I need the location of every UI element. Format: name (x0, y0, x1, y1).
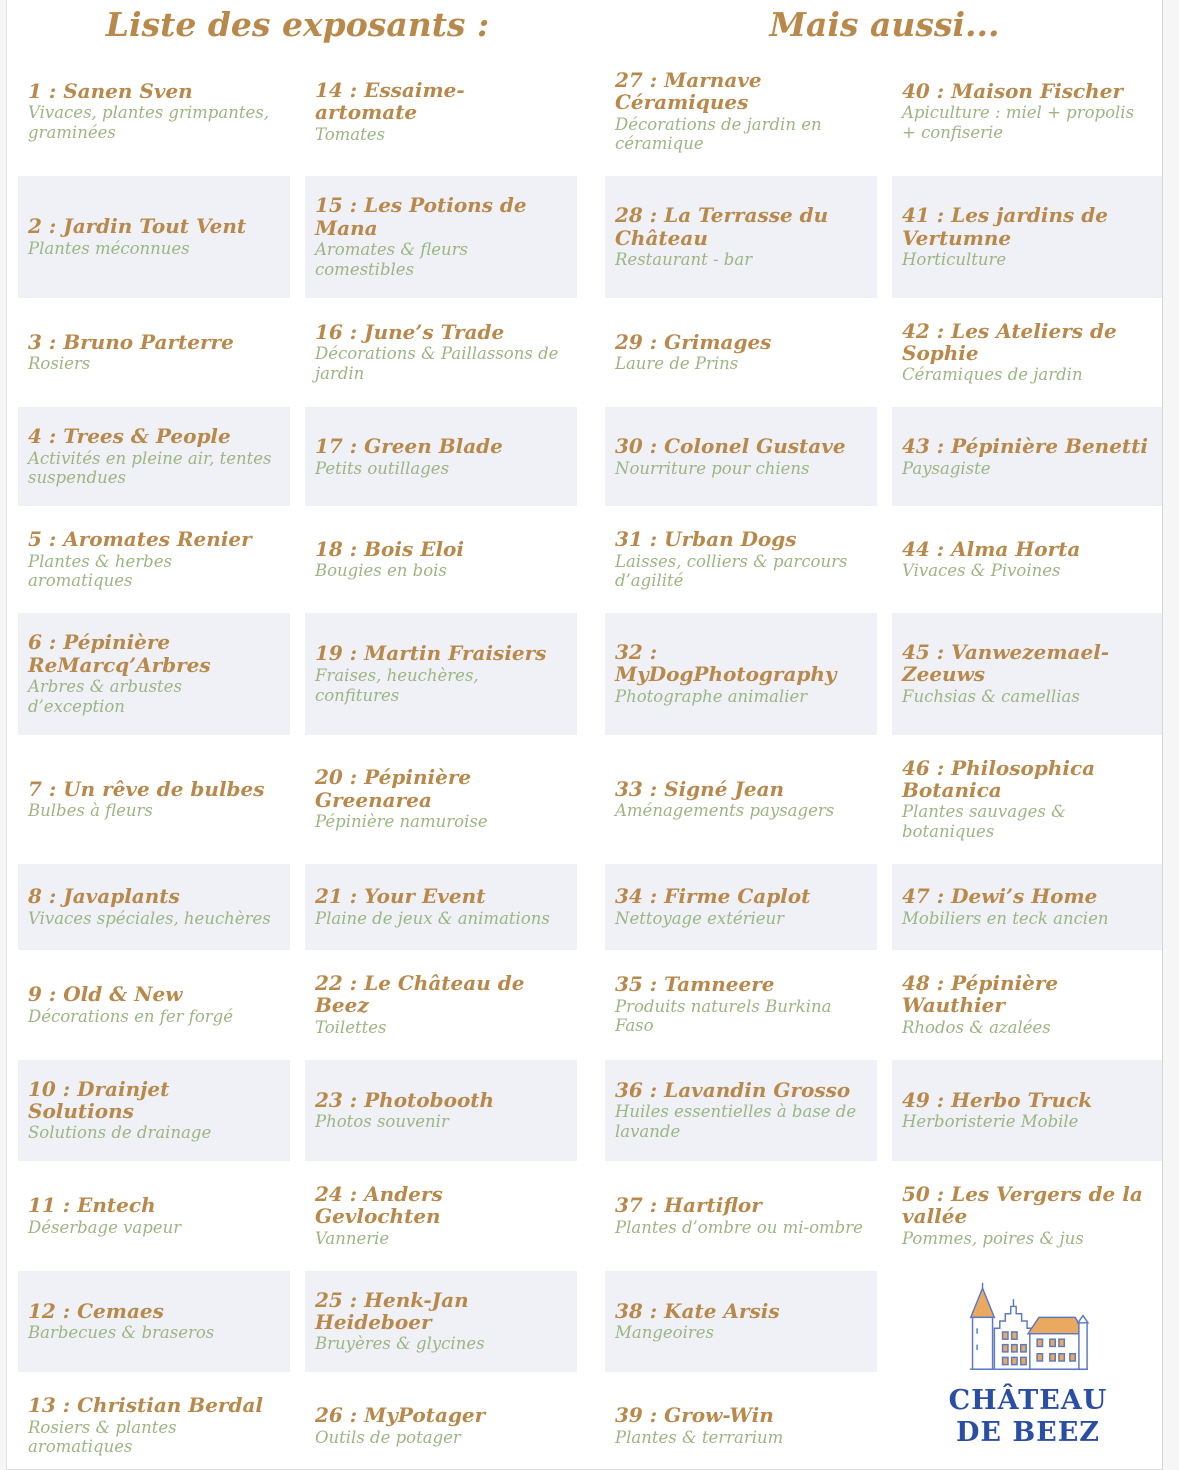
exhibitor-cell (305, 755, 577, 844)
exhibitor-description: Horticulture (902, 249, 1007, 269)
exhibitor-name: 9 : Old & New (28, 982, 183, 1007)
exhibitor-description: Décorations en fer forgé (28, 1006, 233, 1026)
exhibitor-description: Plantes méconnues (28, 238, 190, 258)
exhibitor-cell (892, 176, 1163, 297)
exhibitor-name: 2 : Jardin Tout Vent (28, 214, 247, 239)
exhibitor-cell (892, 613, 1163, 734)
exhibitor-description: Décorations de jardin en céramique (615, 114, 822, 154)
exhibitor-name: 24 : Anders Gevlochten (315, 1182, 443, 1229)
exhibitor-description: Plantes & herbes aromatiques (28, 551, 172, 591)
exhibitor-cell (892, 1060, 1163, 1162)
exhibitor-cell (605, 67, 877, 156)
exhibitor-description: Nettoyage extérieur (615, 908, 785, 928)
exhibitor-cell (605, 613, 877, 734)
chateau-de-beez-logo (892, 1271, 1163, 1460)
exhibitor-cell (305, 970, 577, 1040)
exhibitor-cell (18, 67, 290, 156)
exhibitor-description: Mangeoires (615, 1323, 715, 1343)
exhibitor-name: 14 : Essaime-artomate (315, 77, 465, 125)
exhibitor-cell (605, 318, 877, 388)
exhibitor-description: Plantes sauvages & botaniques (902, 802, 1066, 842)
exhibitor-name: 35 : Tamneere (615, 972, 775, 997)
exhibitor-description: Aromates & fleurs comestibles (315, 240, 469, 279)
exhibitor-name: 18 : Bois Eloi (315, 537, 464, 562)
exhibitor-cell (305, 864, 577, 950)
exhibitor-name: 5 : Aromates Renier (28, 527, 252, 552)
exhibitor-cell (892, 1181, 1163, 1251)
exhibitor-name: 11 : Entech (28, 1193, 156, 1218)
exhibitor-description: Activités en pleine air, tentes suspendues (28, 448, 272, 488)
exhibitor-cell (605, 526, 877, 593)
exhibitor-description: Déserbage vapeur (28, 1217, 182, 1237)
exhibitor-cell (18, 864, 290, 950)
exhibitor-name: 29 : Grimages (615, 329, 772, 354)
exhibitor-cell (18, 970, 290, 1040)
right-column-heading: Mais aussi... (769, 5, 1000, 44)
exhibitor-name: 8 : Javaplants (28, 884, 180, 909)
exhibitor-description: Vivaces spéciales, heuchères (28, 908, 271, 928)
exhibitor-name: 48 : Pépinière Wauthier (902, 970, 1059, 1018)
exhibitor-cell (892, 970, 1163, 1040)
exhibitor-name: 27 : Marnave Céramiques (615, 67, 762, 115)
exhibitor-description: Plantes d’ombre ou mi-ombre (615, 1217, 863, 1237)
exhibitor-cell (892, 318, 1163, 388)
exhibitor-cell (305, 407, 577, 506)
exhibitor-description: Vivaces & Pivoines (902, 561, 1061, 581)
exhibitor-description: Huiles essentielles à base de lavande (615, 1102, 857, 1141)
exhibitor-cell (18, 1271, 290, 1373)
exhibitor-cell (18, 613, 290, 734)
exhibitor-cell (305, 176, 577, 297)
exhibitor-name: 12 : Cemaes (28, 1298, 164, 1323)
exhibitor-cell (892, 755, 1163, 844)
exhibitor-name: 36 : Lavandin Grosso (615, 1077, 851, 1102)
logo-line-1: CHÂTEAU (948, 1385, 1108, 1417)
exhibitor-description: Bruyères & glycines (315, 1334, 485, 1354)
exhibitor-name: 46 : Philosophica Botanica (902, 755, 1096, 802)
exhibitor-cell (305, 1271, 577, 1373)
exhibitor-name: 33 : Signé Jean (615, 776, 785, 801)
exhibitor-description: Vivaces, plantes grimpantes, graminées (28, 103, 269, 143)
exhibitor-cell (18, 1181, 290, 1251)
exhibitor-cell (305, 318, 577, 388)
exhibitor-cell (605, 407, 877, 506)
exhibitor-description: Nourriture pour chiens (615, 458, 810, 478)
exhibitor-name: 17 : Green Blade (315, 434, 503, 459)
exhibitor-description: Aménagements paysagers (615, 801, 835, 821)
exhibitor-cell (892, 526, 1163, 593)
exhibitor-cell (305, 1392, 577, 1459)
exhibitor-description: Apiculture : miel + propolis + confiserie (902, 103, 1135, 143)
exhibitor-name: 42 : Les Ateliers de Sophie (902, 318, 1117, 366)
exhibitor-description: Photos souvenir (315, 1112, 449, 1132)
exhibitor-cell (18, 407, 290, 506)
exhibitor-cell (305, 613, 577, 734)
exhibitor-description: Décorations & Paillassons de jardin (315, 344, 559, 384)
exhibitor-description: Laisses, colliers & parcours d’agilité (615, 551, 848, 591)
exhibitor-grid (18, 4, 1162, 1459)
exhibitor-name: 20 : Pépinière Greenarea (315, 765, 472, 812)
exhibitor-name: 19 : Martin Fraisiers (315, 641, 547, 666)
exhibitor-name: 50 : Les Vergers de la vallée (902, 1182, 1143, 1229)
exhibitor-cell (892, 407, 1163, 506)
exhibitor-cell (18, 176, 290, 297)
exhibitor-description: Tomates (315, 124, 386, 144)
exhibitor-name: 22 : Le Château de Beez (315, 970, 525, 1018)
exhibitor-name: 32 : MyDogPhotography (615, 640, 837, 687)
exhibitor-cell (605, 1181, 877, 1251)
exhibitor-name: 34 : Firme Caplot (615, 884, 811, 909)
exhibitor-description: Petits outillages (315, 458, 450, 478)
exhibitor-description: Toilettes (315, 1017, 387, 1037)
exhibitor-description: Outils de potager (315, 1427, 461, 1447)
exhibitor-description: Bulbes à fleurs (28, 801, 153, 821)
exhibitor-cell (605, 1271, 877, 1373)
exhibitor-description: Laure de Prins (615, 354, 739, 374)
exhibitor-cell (18, 1060, 290, 1162)
exhibitor-cell (605, 1392, 877, 1459)
exhibitor-name: 49 : Herbo Truck (902, 1087, 1093, 1112)
exhibitor-name: 41 : Les jardins de Vertumne (902, 203, 1108, 250)
exhibitor-cell (305, 1181, 577, 1251)
exhibitor-description: Restaurant - bar (615, 249, 753, 269)
exhibitor-description: Paysagiste (902, 458, 991, 478)
exhibitor-cell (18, 1392, 290, 1459)
exhibitor-description: Produits naturels Burkina Faso (615, 996, 832, 1036)
exhibitor-description: Arbres & arbustes d’exception (28, 676, 182, 716)
exhibitor-name: 26 : MyPotager (315, 1403, 486, 1428)
exhibitor-list-page (6, 0, 1163, 1470)
exhibitor-name: 39 : Grow-Win (615, 1403, 774, 1428)
exhibitor-description: Rhodos & azalées (902, 1017, 1051, 1037)
exhibitor-cell (605, 864, 877, 950)
exhibitor-cell (18, 318, 290, 388)
exhibitor-description: Vannerie (315, 1228, 390, 1248)
exhibitor-cell (18, 526, 290, 593)
exhibitor-cell (305, 526, 577, 593)
exhibitor-cell (892, 67, 1163, 156)
exhibitor-name: 30 : Colonel Gustave (615, 434, 846, 459)
exhibitor-description: Rosiers & plantes aromatiques (28, 1417, 177, 1457)
exhibitor-description: Pommes, poires & jus (902, 1228, 1084, 1248)
exhibitor-name: 25 : Henk-Jan Heideboer (315, 1287, 469, 1335)
exhibitor-name: 10 : Drainjet Solutions (28, 1076, 170, 1123)
exhibitor-description: Herboristerie Mobile (902, 1112, 1079, 1132)
exhibitor-description: Barbecues & braseros (28, 1323, 215, 1343)
exhibitor-name: 28 : La Terrasse du Château (615, 203, 829, 250)
exhibitor-description: Rosiers (28, 354, 91, 374)
exhibitor-name: 3 : Bruno Parterre (28, 329, 234, 354)
left-column-heading: Liste des exposants : (105, 5, 490, 44)
exhibitor-name: 7 : Un rêve de bulbes (28, 776, 265, 801)
exhibitor-name: 40 : Maison Fischer (902, 79, 1123, 104)
exhibitor-description: Solutions de drainage (28, 1123, 212, 1143)
exhibitor-cell (605, 176, 877, 297)
exhibitor-name: 31 : Urban Dogs (615, 527, 797, 552)
exhibitor-name: 16 : June’s Trade (315, 319, 505, 344)
exhibitor-name: 47 : Dewi’s Home (902, 884, 1098, 909)
exhibitor-name: 38 : Kate Arsis (615, 1298, 780, 1323)
exhibitor-cell (892, 864, 1163, 950)
exhibitor-cell (18, 755, 290, 844)
exhibitor-name: 37 : Hartiflor (615, 1193, 762, 1218)
exhibitor-name: 6 : Pépinière ReMarcq’Arbres (28, 630, 211, 677)
exhibitor-description: Mobiliers en teck ancien (902, 908, 1109, 928)
exhibitor-cell (305, 1060, 577, 1162)
exhibitor-cell (605, 1060, 877, 1162)
exhibitor-description: Céramiques de jardin (902, 365, 1083, 385)
exhibitor-description: Plaine de jeux & animations (315, 908, 550, 928)
logo-line-2: DE BEEZ (955, 1416, 1101, 1448)
exhibitor-name: 43 : Pépinière Benetti (902, 434, 1149, 459)
exhibitor-description: Pépinière namuroise (315, 812, 488, 832)
exhibitor-description: Plantes & terrarium (615, 1427, 784, 1447)
exhibitor-cell (305, 67, 577, 156)
exhibitor-cell (605, 970, 877, 1040)
exhibitor-name: 45 : Vanwezemael-Zeeuws (902, 640, 1110, 687)
exhibitor-cell (605, 755, 877, 844)
exhibitor-name: 1 : Sanen Sven (28, 79, 193, 104)
exhibitor-name: 4 : Trees & People (28, 424, 231, 449)
exhibitor-description: Bougies en bois (315, 561, 447, 581)
castle-icon (964, 1281, 1092, 1381)
exhibitor-description: Fuchsias & camellias (902, 686, 1080, 706)
exhibitor-name: 13 : Christian Berdal (28, 1393, 263, 1418)
exhibitor-description: Fraises, heuchères, confitures (315, 665, 479, 705)
exhibitor-name: 15 : Les Potions de Mana (315, 193, 527, 240)
exhibitor-description: Photographe animalier (615, 686, 808, 706)
exhibitor-name: 44 : Alma Horta (902, 537, 1081, 562)
exhibitor-name: 21 : Your Event (315, 884, 486, 909)
exhibitor-name: 23 : Photobooth (315, 1087, 495, 1112)
logo-wordmark (949, 1385, 1108, 1449)
